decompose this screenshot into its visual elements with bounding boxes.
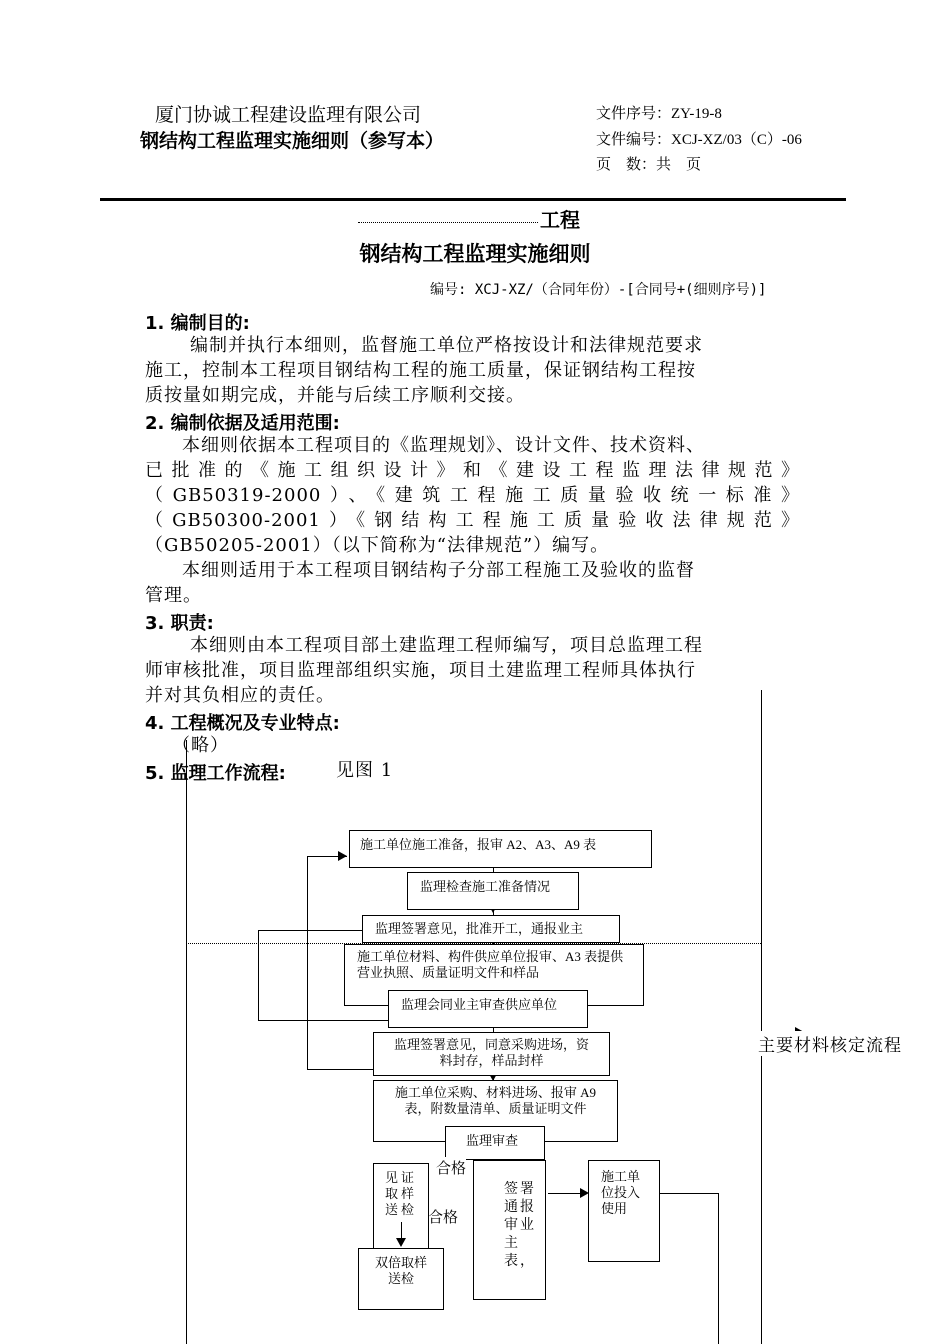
header-rule <box>100 198 846 201</box>
section-3-line: 师审核批准，项目监理部组织实施，项目土建监理工程师具体执行 <box>145 660 696 681</box>
section-2-line: 管理。 <box>145 585 202 606</box>
flow-step-approve-start: 监理签署意见，批准开工，通报业主 <box>362 915 620 943</box>
section-2-line: （GB50319-2000）、《建筑工程施工质量验收统一标准》 <box>145 485 800 506</box>
section-1-heading: 1. 编制目的: <box>145 313 250 334</box>
section-5-heading: 5. 监理工作流程: <box>145 763 286 784</box>
project-label: 工程 <box>540 208 580 232</box>
section-2-line: 已批准的《施工组织设计》和《建设工程监理法律规范》 <box>145 460 800 481</box>
feedback-line <box>307 1069 373 1070</box>
section-1-line: 编制并执行本细则，监督施工单位严格按设计和法律规范要求 <box>190 335 703 356</box>
use-connector <box>660 1193 718 1194</box>
section-4-heading: 4. 工程概况及专业特点: <box>145 713 340 734</box>
file-sequence: 文件序号：ZY-19-8 <box>596 106 722 122</box>
flow-step-put-into-use: 施工单位投入使用 <box>588 1160 660 1262</box>
flow-step-approve-purchase: 监理签署意见，同意采购进场，资料封存，样品封样 <box>373 1032 610 1076</box>
flow-step-prepare: 施工单位施工准备，报审 A2、A3、A9 表 <box>349 830 652 868</box>
feedback-arrow <box>338 851 347 861</box>
section-2-line: 本细则适用于本工程项目钢结构子分部工程施工及验收的监督 <box>182 560 695 581</box>
section-1-line: 质按量如期完成，并能与后续工序顺利交接。 <box>145 385 525 406</box>
side-label: 主要材料核定流程 <box>758 1031 902 1056</box>
flow-step-material-entry: 施工单位采购、材料进场、报审 A9 表，附数量清单、质量证明文件 <box>373 1080 618 1142</box>
section-2-line: （GB50205-2001）（以下简称为“法律规范”）编写。 <box>145 535 610 556</box>
feedback-line <box>258 930 362 931</box>
flow-step-inspect-prep: 监理检查施工准备情况 <box>407 872 579 910</box>
flow-step-review: 监理审查 <box>445 1126 545 1160</box>
flow-step-review-supplier: 监理会同业主审查供应单位 <box>388 990 588 1028</box>
section-2-heading: 2. 编制依据及适用范围: <box>145 413 340 434</box>
use-connector <box>718 1193 719 1344</box>
document-number: 编号: XCJ-XZ/（合同年份）-[合同号+(细则序号)] <box>430 282 767 298</box>
file-number: 文件编号：XCJ-XZ/03（C）-06 <box>596 132 802 148</box>
project-name-blank <box>358 222 538 223</box>
fail-arrow <box>396 1238 406 1247</box>
feedback-line <box>307 856 308 1069</box>
section-3-line: 并对其负相应的责任。 <box>145 685 335 706</box>
flow-step-sign-notify: 签署通报审业主表， <box>473 1160 546 1300</box>
pass-label: 合格 <box>436 1159 467 1177</box>
section-3-heading: 3. 职责: <box>145 613 214 634</box>
pass-connector <box>548 1193 580 1194</box>
feedback-line <box>258 930 259 1020</box>
page-count: 页 数：共 页 <box>596 157 702 173</box>
section-4-line: （略） <box>172 735 229 756</box>
flow-step-double-sampling: 双倍取样送检 <box>358 1248 444 1310</box>
feedback-line <box>258 1020 388 1021</box>
document-title: 钢结构工程监理实施细则（参写本） <box>140 130 445 152</box>
pass-label: 合格 <box>428 1208 459 1226</box>
flow-step-witness-sampling: 见证取样送检 <box>373 1163 429 1249</box>
flow-frame-right <box>761 690 762 1344</box>
section-2-line: 本细则依据本工程项目的《监理规划》、设计文件、技术资料、 <box>182 435 705 456</box>
section-1-line: 施工，控制本工程项目钢结构工程的施工质量，保证钢结构工程按 <box>145 360 696 381</box>
section-3-line: 本细则由本工程项目部土建监理工程师编写，项目总监理工程 <box>190 635 703 656</box>
flow-frame-left <box>186 740 187 1344</box>
section-5-reference: 见图 1 <box>336 760 394 781</box>
flow-step-supplier-submit: 施工单位材料、构件供应单位报审、A3 表提供营业执照、质量证明文件和样品 <box>344 944 644 1006</box>
company-name: 厦门协诚工程建设监理有限公司 <box>155 104 422 126</box>
main-title: 钢结构工程监理实施细则 <box>359 241 591 266</box>
section-2-line: （GB50300-2001）《钢结构工程施工质量验收法律规范》 <box>145 510 800 531</box>
pass-arrow <box>580 1188 589 1198</box>
